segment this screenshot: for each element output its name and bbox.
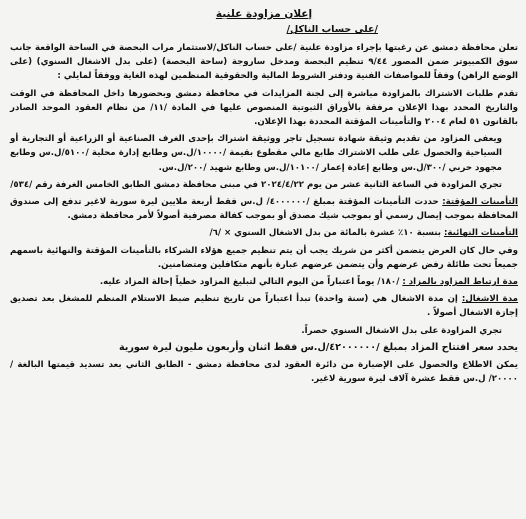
partners-paragraph: وفي حال كان العرض يتضمن أكثر من شريك يجب أن يتم تنظيم جميع هؤلاء الشركاء بالتأمينات المؤقتة والنهائية باسمهم جميعاً تحت طائلة رفض عرضهم وأن يتضمن عرضهم عبارة بأنهم متكافلين ومتضامنين. (10, 245, 518, 270)
commitment-period-paragraph (10, 275, 518, 289)
applications-paragraph: تقدم طلبات الاشتراك بالمزاودة مباشرة إلى لجنة المزايدات في محافظة دمشق وبحضورها داخل المحافظة في الوقت والتاريخ المحدد بهذا الإعلان مرفقة بالأوراق الثبوتية المنصوص عليها في المادة /١١/ من نظام العقود الموحد الصادر بالقانون ٥١ لعام ٢٠٠٤ والتأمينات المؤقتة المحددة بهذا الإعلان. (10, 88, 518, 128)
occupancy-period-text: إن مدة الاشغال هي (سنة واحدة) تبدأ اعتباراً من تاريخ تنظيم ضبط الاستلام المنظم للمشغل بعد تصديق إجازة الاشغال أصولاً . (10, 294, 518, 319)
final-insurance-paragraph (10, 226, 518, 240)
temporary-insurance-text: حددت التأمينات المؤقتة بمبلغ /٤٠٠٠٠٠٠/ ل.س فقط أربعة ملايين ليرة سورية لاغير تدفع إلى صندوق المحافظة بموجب إيصال رسمي أو بموجب شيك مصدق أو بموجب كفالة مصرفية أصولاً لأمر محافظة دمشق. (10, 197, 518, 222)
final-insurance-label: التأمينات النهائية: (443, 228, 518, 239)
occupancy-period-paragraph (10, 292, 518, 320)
page-title: إعلان مزاودة علنية (215, 8, 313, 20)
temporary-insurance-label: التأمينات المؤقتة: (442, 197, 518, 208)
commitment-period-text: /١٨٠/ يوماً اعتباراً من اليوم التالي لتبليغ المزاود خطياً إحالة المزاد عليه. (99, 277, 400, 288)
temporary-insurance-paragraph (10, 195, 518, 223)
auction-date-paragraph: تجري المزاودة في الساعة الثانية عشر من يوم ٢٠٢٤/٤/٢٢ في مبنى محافظة دمشق الطابق الخامس الغرفة رقم /٥٣٤/ (10, 179, 502, 190)
final-insurance-text: بنسبة ١٠٪ عشرة بالمائة من بدل الاشغال السنوي × /٦/ (209, 228, 441, 239)
opening-price-paragraph: يحدد سعر افتتاح المزاد بمبلغ /٤٢٠٠٠٠٠٠/ل.س فقط اثنان وأربعون مليون ليرة سورية (118, 341, 518, 353)
exemptions-paragraph: ويعفى المزاود من تقديم وثيقة شهادة تسجيل تاجر ووثيقة اشتراك بإحدى الغرف الصناعية أو الزراعية أو التجارية أو السياحية والحصول على طلب الاشتراك طابع مالي مقطوع بقيمة /١٠٠٠٠/ل.س وطابع إدارة محلية /٥١٠٠/ل.س وطابع مجهود حربي /٣٠٠/ل.س وطابع إعادة إعمار /١٠١٠٠/ل.س وطابع شهيد /٢٠٠/ل.س. (10, 134, 502, 173)
dossier-paragraph: يمكن الاطلاع والحصول على الإضبارة من دائرة العقود لدى محافظة دمشق - الطابق الثاني بعد تسديد قيمتها البالغة /٢٠٠٠٠/ ل.س فقط عشرة آلاف ليرة سورية لاغير. (10, 360, 518, 385)
intro-paragraph: تعلن محافظة دمشق عن رغبتها بإجراء مزاودة علنية /على حساب الناكل/لاستثمار مراب البحصة في الساحة الواقعة جانب سوق الكمبيوتر ضمن المصور ٩/٤٤ تنظيم البحصة ومدخل ساروجة (ساحة البحصة) (على بدل الاشغال السنوي) (على الوضع الراهن) وفقاً للمواصفات الفنية ودفتر الشروط المالية والحقوقية المنظمين لهذه الغاية ووفقاً لمايلي : (10, 43, 518, 82)
page-subtitle: /على حساب الناكل/ (286, 24, 378, 35)
commitment-period-label: مدة ارتباط المزاود بالمزاد : (402, 277, 518, 288)
annual-fee-paragraph: تجري المزاودة على بدل الاشغال السنوي حصراً. (301, 325, 502, 336)
occupancy-period-label: مدة الاشغال: (461, 294, 519, 305)
